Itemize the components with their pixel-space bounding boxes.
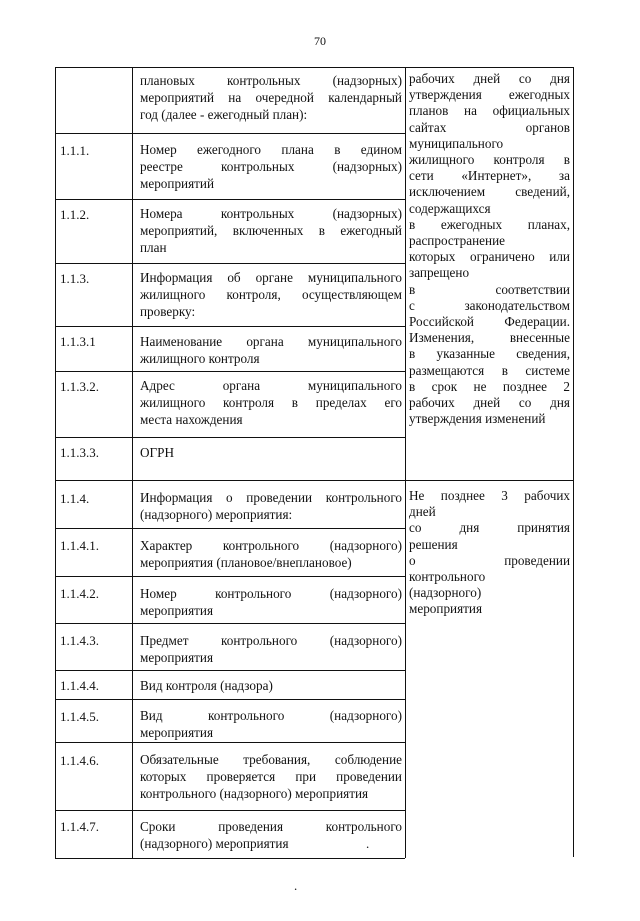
page-number: 70 — [314, 34, 326, 48]
row-description: ОГРН — [140, 445, 175, 460]
row-divider — [55, 371, 405, 372]
table-divider-deadline — [405, 67, 406, 858]
row-description: Информация о проведении контрольного (надзорного) мероприятия: — [140, 490, 402, 522]
row-description: плановых контрольных (надзорных) мероприятий на очередной календарный год (далее - ежегодный план): — [140, 73, 402, 122]
row-description: Адрес органа муниципального жилищного контроля в пределах его места нахождения — [140, 378, 402, 427]
row-divider — [55, 199, 405, 200]
row-divider — [55, 263, 405, 264]
table-border-top — [55, 67, 574, 68]
row-divider — [55, 437, 405, 438]
row-divider — [55, 576, 405, 577]
deadline-cell-inspection: Не позднее 3 рабочих дней со дня принятия решения о проведении контрольного (надзорного) мероприятия — [409, 488, 570, 617]
row-divider — [55, 670, 405, 671]
row-number: 1.1.4.6. — [60, 753, 99, 768]
row-divider — [55, 742, 405, 743]
row-description: Обязательные требования, соблюдение которых проверяется при проведении контрольного (надзорного) мероприятия — [140, 752, 402, 801]
row-description: Информация об органе муниципального жилищного контроля, осуществляющем проверку: — [140, 270, 402, 319]
row-divider — [55, 133, 405, 134]
row-description: Номер ежегодного плана в едином реестре контрольных (надзорных) мероприятий — [140, 142, 402, 191]
table-divider-num — [132, 67, 133, 858]
row-description: Номера контрольных (надзорных) мероприятий, включенных в ежегодный план — [140, 206, 402, 255]
table-border-bottom — [55, 858, 405, 859]
row-number: 1.1.4.2. — [60, 586, 99, 601]
row-description: Наименование органа муниципального жилищного контроля — [140, 334, 402, 366]
row-number: 1.1.1. — [60, 143, 90, 158]
row-number: 1.1.4.3. — [60, 633, 99, 648]
deadline-cell-annual-plan: рабочих дней со дня утверждения ежегодных планов на официальных сайтах органов муниципального жилищного контроля в сети «Интернет», за исключением сведений, содержащихся в ежегодных планах, распространение которых ограничено или запрещено в соответствии с законодательством Российской Федерации. Изменения, внесенные в указанные сведения, размещаются в системе в срок не позднее 2 рабочих дней со дня утверждения изменений — [409, 71, 570, 427]
row-number: 1.1.2. — [60, 207, 90, 222]
row-description: Предмет контрольного (надзорного) мероприятия — [140, 633, 402, 665]
row-number: 1.1.3. — [60, 271, 90, 286]
row-divider — [55, 810, 405, 811]
row-divider — [55, 528, 405, 529]
row-number: 1.1.3.2. — [60, 379, 99, 394]
row-divider — [55, 326, 405, 327]
table-border-right — [573, 67, 574, 857]
row-divider — [55, 699, 405, 700]
scan-speck: . — [366, 836, 370, 851]
row-description: Номер контрольного (надзорного) мероприятия — [140, 586, 402, 618]
row-number: 1.1.4.7. — [60, 819, 99, 834]
row-number: 1.1.3.1 — [60, 334, 96, 349]
row-description: Вид контроля (надзора) — [140, 678, 273, 693]
row-divider — [55, 623, 405, 624]
section-divider — [55, 480, 574, 481]
row-description: Сроки проведения контрольного (надзорного) мероприятия — [140, 819, 402, 851]
row-number: 1.1.4.4. — [60, 678, 99, 693]
table-border-left — [55, 67, 56, 858]
row-number: 1.1.3.3. — [60, 445, 99, 460]
row-description: Вид контрольного (надзорного) мероприятия — [140, 708, 402, 740]
row-number: 1.1.4.1. — [60, 538, 99, 553]
scan-speck: . — [294, 878, 298, 893]
row-number: 1.1.4.5. — [60, 709, 99, 724]
row-description: Характер контрольного (надзорного) мероприятия (плановое/внеплановое) — [140, 538, 402, 570]
row-number: 1.1.4. — [60, 491, 90, 506]
